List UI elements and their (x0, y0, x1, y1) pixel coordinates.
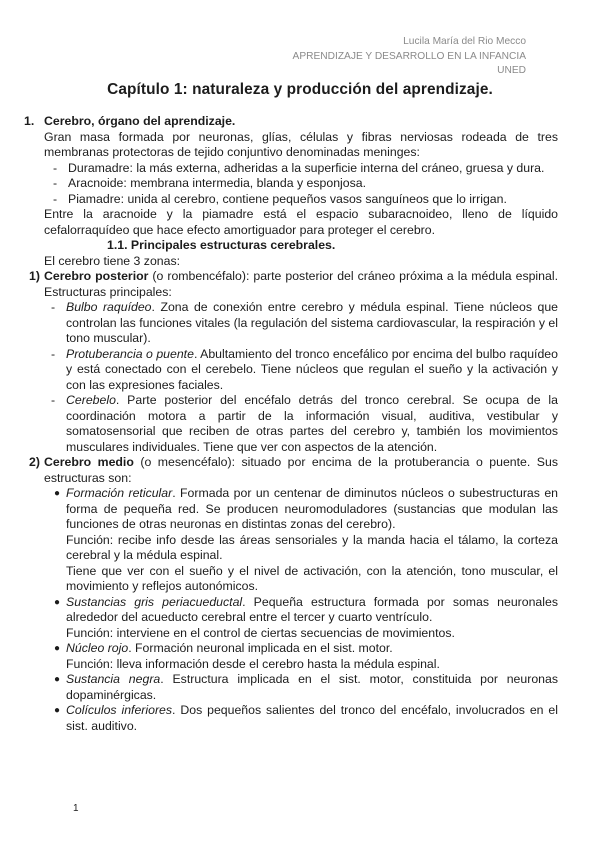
zone-name: Cerebro medio (44, 455, 134, 469)
dash-marker: - (53, 176, 58, 190)
structure-text: . Abultamiento del tronco encefálico por encima del bulbo raquídeo y está conectado con el cerebelo. Tiene núcleos que regulan el sueño y la activación y con las expresiones faciales. (66, 346, 558, 392)
header-course: APRENDIZAJE Y DESARROLLO EN LA INFANCIA (292, 50, 526, 62)
list-item (24, 176, 558, 192)
structure-desc (66, 595, 558, 626)
document-body (24, 114, 558, 734)
page-number: 1 (73, 803, 79, 814)
list-item (24, 703, 558, 734)
subsection-heading: 1.1. Principales estructuras cerebrales. (107, 238, 336, 252)
bullet-marker: ● (54, 705, 61, 716)
structure-term: Protuberancia o puente (66, 346, 194, 361)
structure-term: Colículos inferiores (66, 703, 173, 717)
structure-term: Bulbo raquídeo (66, 300, 152, 314)
structure-function: Función: interviene en el control de ciertas secuencias de movimientos. (66, 625, 455, 640)
meninge-text: Piamadre: unida al cerebro, contiene pequeños vasos sanguíneos que lo irrigan. (68, 191, 507, 206)
bullet-marker: ● (54, 488, 61, 499)
structure-text: . Formada por un centenar de diminutos núcleos o subestructuras en forma de pequeña red. Se producen neuromoduladores (sustancias que modulan las funciones de otras neuronas en distintas zonas del cerebro). (66, 486, 558, 531)
meninges-list (24, 161, 558, 208)
section-intro: Gran masa formada por neuronas, glías, células y fibras nerviosas rodeada de tres membranas protectoras de tejido conjuntivo denominadas meninges: (44, 129, 558, 159)
dash-marker: - (51, 346, 56, 361)
structure-text: . Pequeña estructura formada por somas neuronales alrededor del acueducto cerebral entre el tercer y cuarto ventrículo. (66, 594, 558, 624)
meninge-text: Duramadre: la más externa, adheridas a la superficie interna del cráneo, gruesa y dura. (68, 160, 545, 175)
posterior-structures-list (24, 300, 558, 455)
meninge-text: Aracnoide: membrana intermedia, blanda y esponjosa. (68, 176, 367, 190)
structure-text: . Zona de conexión entre cerebro y médula espinal. Tiene núcleos que controlan las funciones vitales (la regulación del sistema cardiovascular, la respiración y el tono muscular). (66, 300, 559, 345)
zone-name: Cerebro posterior (44, 269, 149, 283)
structure-text: . Estructura implicada en el sist. motor, constituida por neuronas dopaminérgicas. (66, 672, 558, 702)
structure-note: Tiene que ver con el sueño y el nivel de activación, con la atención, tono muscular, el movimiento y reflejos autonómicos. (66, 563, 558, 593)
structure-desc (66, 641, 558, 657)
structure-term: Núcleo rojo (66, 641, 129, 655)
list-item (24, 486, 558, 595)
dash-marker: - (53, 191, 58, 206)
list-item (24, 393, 558, 455)
section-number: 1. (24, 114, 35, 128)
structure-text: . Parte posterior del encéfalo detrás del tronco cerebral. Se ocupa de la coordinación motora a partir de la información visual, auditiva, vestibular y somatosensorial que reciben de otras partes del cerebro y, también los movimientos musculares individuales. Tiene que ver con aspectos de la atención. (66, 393, 558, 454)
chapter-title: Capítulo 1: naturaleza y producción del aprendizaje. (107, 81, 493, 98)
dash-marker: - (51, 300, 56, 314)
page-header (293, 35, 526, 79)
zone-number: 1) (29, 269, 40, 283)
bullet-marker: ● (54, 643, 61, 654)
medio-structures-list (24, 486, 558, 734)
structure-function: Función: lleva información desde el cerebro hasta la médula espinal. (66, 656, 440, 671)
structure-term: Sustancia negra (66, 672, 161, 686)
list-item (24, 347, 558, 394)
header-author: Lucila María del Rio Mecco (403, 36, 526, 47)
list-item (24, 595, 558, 642)
structure-desc (66, 672, 558, 703)
list-item (24, 641, 558, 672)
structure-desc (66, 703, 558, 734)
structure-term: Formación reticular (66, 486, 173, 500)
list-item (24, 672, 558, 703)
zone-heading-posterior (24, 269, 558, 300)
header-university: UNED (497, 65, 526, 76)
bullet-marker: ● (54, 596, 61, 608)
bullet-marker: ● (54, 674, 61, 685)
zone-number: 2) (29, 455, 40, 469)
dash-marker: - (51, 393, 56, 407)
structure-term: Sustancias gris periacueductal (66, 594, 243, 609)
structure-function: Función: recibe info desde las áreas sensoriales y la manda hacia el tálamo, la corteza cerebral y la médula espinal. (66, 532, 558, 562)
structure-text: . Formación neuronal implicada en el sist. motor. (128, 641, 393, 655)
list-item (24, 161, 558, 177)
subsection-intro: El cerebro tiene 3 zonas: (44, 253, 181, 268)
structure-desc (66, 486, 558, 533)
list-item (24, 192, 558, 208)
list-item (24, 300, 558, 347)
structure-term: Cerebelo (66, 393, 116, 407)
dash-marker: - (53, 160, 58, 175)
zone-heading-medio (24, 455, 558, 486)
section-heading-text: Cerebro, órgano del aprendizaje. (44, 114, 236, 128)
zone-description: (o rombencéfalo): parte posterior del cráneo próxima a la médula espinal. Estructuras principales: (44, 269, 558, 299)
section-closing: Entre la aracnoide y la piamadre está el espacio subaracnoideo, lleno de líquido cefalorraquídeo que hace efecto amortiguador para proteger el cerebro. (44, 207, 558, 237)
zone-description: (o mesencéfalo): situado por encima de la protuberancia o puente. Sus estructuras son: (44, 455, 558, 485)
section-heading (24, 114, 558, 130)
structure-text: . Dos pequeños salientes del tronco del encéfalo, involucrados en el sist. auditivo. (66, 703, 558, 733)
